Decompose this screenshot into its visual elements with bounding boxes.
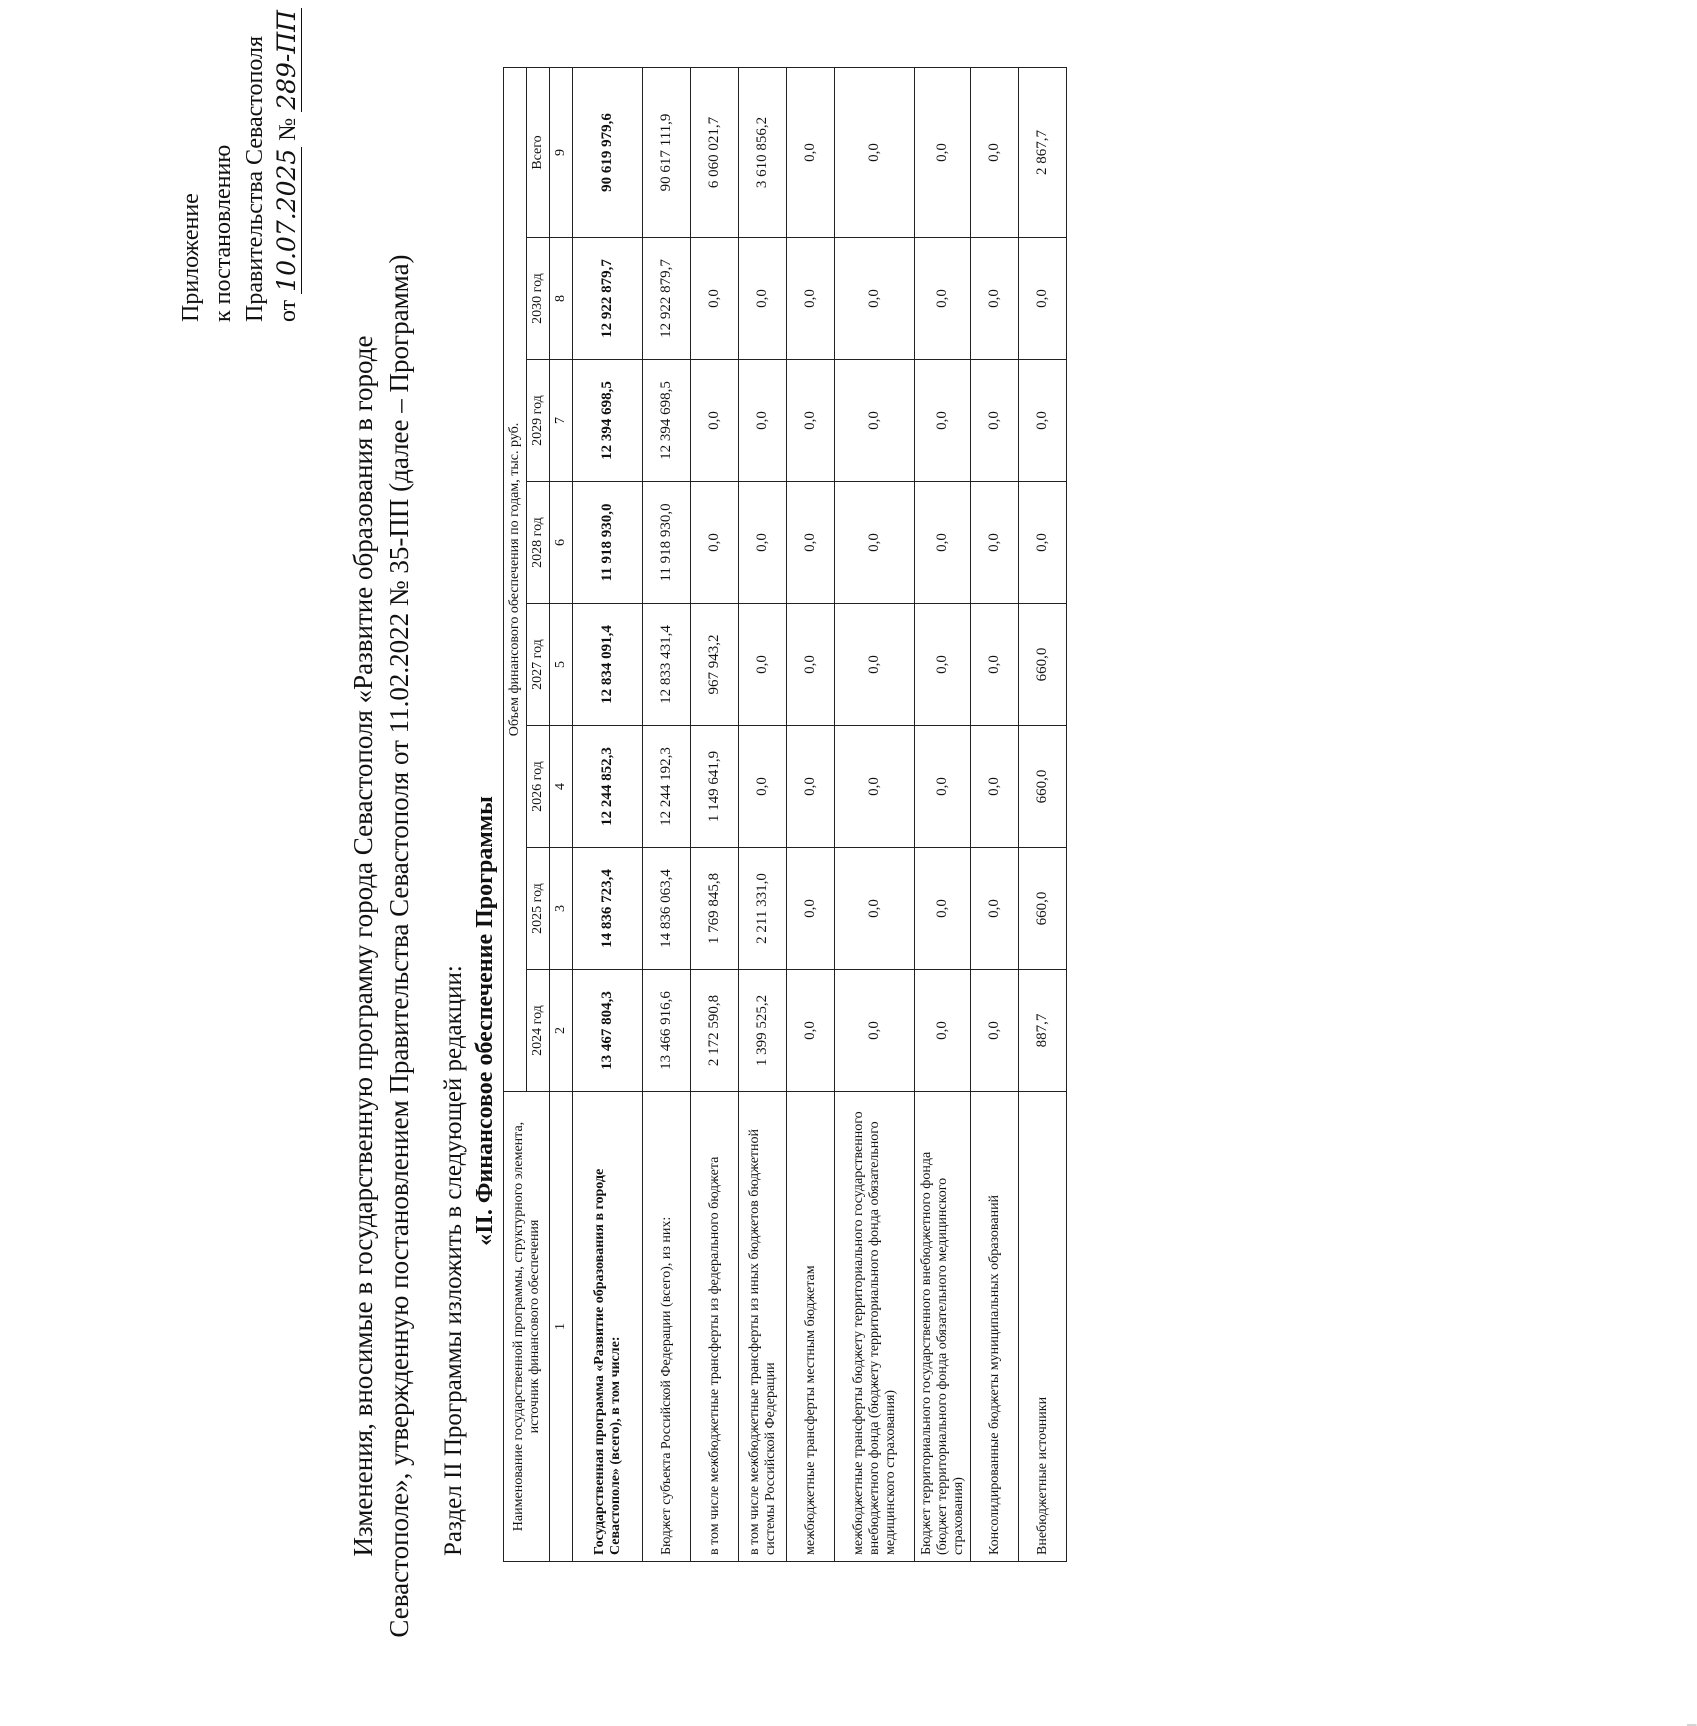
row-value: 11 918 930,0 bbox=[573, 482, 643, 604]
row-value: 660,0 bbox=[1019, 604, 1067, 726]
row-value: 0,0 bbox=[915, 604, 971, 726]
approval-date-line bbox=[271, 8, 304, 322]
row-value: 12 394 698,5 bbox=[573, 360, 643, 482]
row-value: 2 172 590,8 bbox=[691, 970, 739, 1092]
row-name: в том числе межбюджетные трансферты из иных бюджетов бюджетной системы Российской Федерации bbox=[739, 1092, 787, 1562]
table-row bbox=[835, 67, 915, 1561]
row-value: 0,0 bbox=[915, 238, 971, 360]
row-value: 0,0 bbox=[915, 726, 971, 848]
approval-line-3: Правительства Севастополя bbox=[242, 35, 268, 322]
handwritten-number: 289-ПП bbox=[272, 10, 301, 110]
year-header: Всего bbox=[527, 67, 550, 237]
table-row bbox=[691, 67, 739, 1561]
row-value: 12 244 852,3 bbox=[573, 726, 643, 848]
year-header: 2026 год bbox=[527, 726, 550, 848]
row-value: 0,0 bbox=[787, 970, 835, 1092]
row-value: 12 394 698,5 bbox=[643, 360, 691, 482]
row-name: Консолидированные бюджеты муниципальных образований bbox=[971, 1092, 1019, 1562]
row-value: 6 060 021,7 bbox=[691, 67, 739, 237]
column-number: 1 bbox=[550, 1092, 573, 1562]
table-row bbox=[787, 67, 835, 1561]
row-name: Бюджет субъекта Российской Федерации (всего), из них: bbox=[643, 1092, 691, 1562]
row-value: 0,0 bbox=[787, 482, 835, 604]
year-header: 2025 год bbox=[527, 848, 550, 970]
row-value: 1 399 525,2 bbox=[739, 970, 787, 1092]
column-number: 7 bbox=[550, 360, 573, 482]
row-value: 1 769 845,8 bbox=[691, 848, 739, 970]
row-value: 0,0 bbox=[1019, 238, 1067, 360]
row-value: 13 466 916,6 bbox=[643, 970, 691, 1092]
year-header: 2024 год bbox=[527, 970, 550, 1092]
name-column-header: Наименование государственной программы, структурного элемента, источник финансового обеспечения bbox=[504, 1092, 550, 1562]
column-number: 3 bbox=[550, 848, 573, 970]
row-value: 0,0 bbox=[971, 482, 1019, 604]
row-value: 12 244 192,3 bbox=[643, 726, 691, 848]
row-value: 0,0 bbox=[739, 360, 787, 482]
row-value: 1 149 641,9 bbox=[691, 726, 739, 848]
row-value: 0,0 bbox=[835, 848, 915, 970]
handwritten-date: 10.07.2025 bbox=[272, 148, 301, 292]
row-value: 0,0 bbox=[915, 848, 971, 970]
row-value: 0,0 bbox=[835, 67, 915, 237]
approval-line-1: Приложение bbox=[178, 193, 204, 322]
row-value: 0,0 bbox=[835, 482, 915, 604]
row-value: 0,0 bbox=[787, 726, 835, 848]
row-value: 0,0 bbox=[787, 67, 835, 237]
row-value: 0,0 bbox=[739, 726, 787, 848]
row-value: 0,0 bbox=[971, 970, 1019, 1092]
row-name: межбюджетные трансферты местным бюджетам bbox=[787, 1092, 835, 1562]
row-value: 0,0 bbox=[971, 238, 1019, 360]
row-value: 2 867,7 bbox=[1019, 67, 1067, 237]
row-value: 0,0 bbox=[739, 482, 787, 604]
row-name: Внебюджетные источники bbox=[1019, 1092, 1067, 1562]
row-value: 0,0 bbox=[691, 238, 739, 360]
table-row bbox=[915, 67, 971, 1561]
section-intro: Раздел II Программы изложить в следующей редакции: bbox=[440, 965, 467, 1556]
row-value: 0,0 bbox=[971, 604, 1019, 726]
row-value: 887,7 bbox=[1019, 970, 1067, 1092]
row-value: 12 834 091,4 bbox=[573, 604, 643, 726]
column-number: 6 bbox=[550, 482, 573, 604]
date-prefix: от bbox=[275, 299, 301, 322]
row-value: 0,0 bbox=[971, 360, 1019, 482]
row-value: 0,0 bbox=[835, 604, 915, 726]
row-value: 660,0 bbox=[1019, 848, 1067, 970]
scan-mark: | bbox=[1686, 1723, 1697, 1726]
financing-table bbox=[503, 67, 1067, 1562]
row-name: межбюджетные трансферты бюджету территориального государственного внебюджетного фонда (бюджету территориального фонда обязательного медицинского страхования) bbox=[835, 1092, 915, 1562]
row-value: 12 922 879,7 bbox=[573, 238, 643, 360]
table-row bbox=[643, 67, 691, 1561]
row-value: 0,0 bbox=[915, 482, 971, 604]
row-value: 0,0 bbox=[915, 67, 971, 237]
row-value: 0,0 bbox=[787, 238, 835, 360]
row-value: 0,0 bbox=[1019, 482, 1067, 604]
row-value: 0,0 bbox=[915, 970, 971, 1092]
document-heading bbox=[345, 246, 417, 1646]
row-value: 660,0 bbox=[1019, 726, 1067, 848]
row-value: 0,0 bbox=[787, 848, 835, 970]
table-row bbox=[1019, 67, 1067, 1561]
row-name: Государственная программа «Развитие образования в городе Севастополе» (всего), в том числе: bbox=[573, 1092, 643, 1562]
row-value: 12 833 431,4 bbox=[643, 604, 691, 726]
column-number: 4 bbox=[550, 726, 573, 848]
year-header: 2030 год bbox=[527, 238, 550, 360]
row-value: 0,0 bbox=[787, 360, 835, 482]
row-value: 0,0 bbox=[787, 604, 835, 726]
row-value: 0,0 bbox=[835, 726, 915, 848]
row-value: 3 610 856,2 bbox=[739, 67, 787, 237]
table-row bbox=[971, 67, 1019, 1561]
column-number: 8 bbox=[550, 238, 573, 360]
row-value: 13 467 804,3 bbox=[573, 970, 643, 1092]
row-value: 0,0 bbox=[691, 482, 739, 604]
section-title: «II. Финансовое обеспечение Программы bbox=[472, 796, 498, 1246]
row-value: 11 918 930,0 bbox=[643, 482, 691, 604]
row-value: 0,0 bbox=[739, 604, 787, 726]
table-row bbox=[739, 67, 787, 1561]
row-value: 90 619 979,6 bbox=[573, 67, 643, 237]
row-name: Бюджет территориального государственного внебюджетного фонда (бюджет территориального фонда обязательного медицинского страхования) bbox=[915, 1092, 971, 1562]
year-header: 2028 год bbox=[527, 482, 550, 604]
row-value: 14 836 063,4 bbox=[643, 848, 691, 970]
row-value: 967 943,2 bbox=[691, 604, 739, 726]
number-sign: № bbox=[275, 117, 301, 141]
year-header: 2029 год bbox=[527, 360, 550, 482]
row-value: 2 211 331,0 bbox=[739, 848, 787, 970]
row-value: 0,0 bbox=[739, 238, 787, 360]
row-value: 12 922 879,7 bbox=[643, 238, 691, 360]
row-value: 0,0 bbox=[971, 848, 1019, 970]
row-value: 0,0 bbox=[915, 360, 971, 482]
table-row bbox=[573, 67, 643, 1561]
year-header: 2027 год bbox=[527, 604, 550, 726]
column-number: 2 bbox=[550, 970, 573, 1092]
row-value: 0,0 bbox=[835, 360, 915, 482]
column-number: 5 bbox=[550, 604, 573, 726]
row-value: 0,0 bbox=[835, 970, 915, 1092]
row-value: 0,0 bbox=[691, 360, 739, 482]
row-value: 0,0 bbox=[971, 726, 1019, 848]
column-number: 9 bbox=[550, 67, 573, 237]
row-value: 0,0 bbox=[835, 238, 915, 360]
row-value: 14 836 723,4 bbox=[573, 848, 643, 970]
heading-line-2: Севастополе», утвержденную постановлением Правительства Севастополя от 11.02.2022 № 35-ПП (далее – Программа) bbox=[384, 254, 414, 1638]
row-value: 0,0 bbox=[1019, 360, 1067, 482]
approval-line-2: к постановлению bbox=[210, 144, 236, 322]
approval-stamp bbox=[175, 8, 304, 322]
row-value: 90 617 111,9 bbox=[643, 67, 691, 237]
row-name: в том числе межбюджетные трансферты из федерального бюджета bbox=[691, 1092, 739, 1562]
heading-line-1: Изменения, вносимые в государственную программу города Севастополя «Развитие образования в городе bbox=[348, 335, 378, 1557]
volume-header: Объем финансового обеспечения по годам, тыс. руб. bbox=[504, 67, 527, 1091]
row-value: 0,0 bbox=[971, 67, 1019, 237]
